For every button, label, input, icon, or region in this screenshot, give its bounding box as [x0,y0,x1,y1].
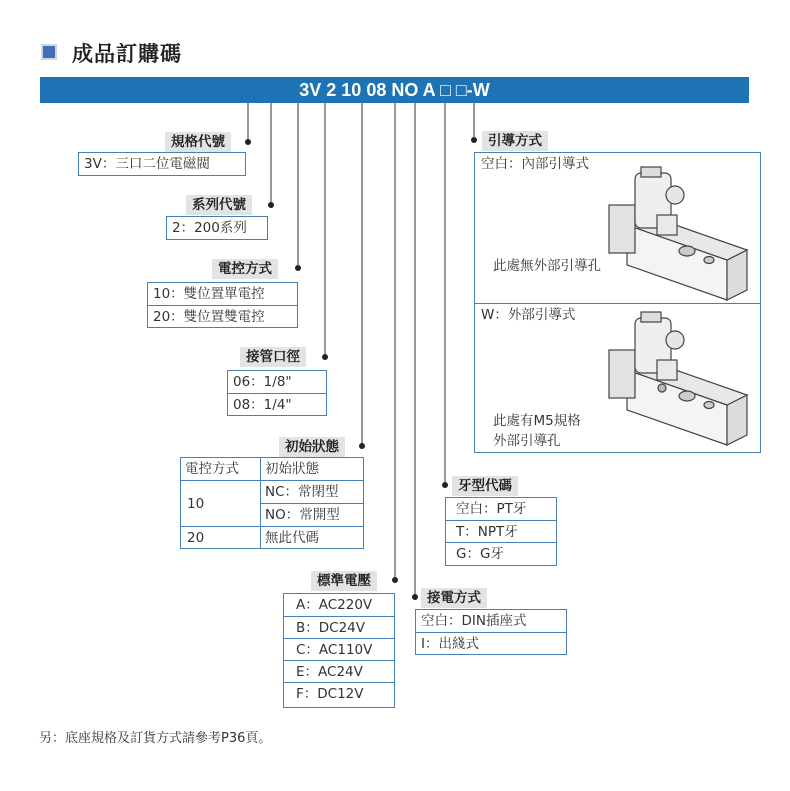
wiring-row: I：出綫式 [416,632,566,654]
voltage-row: B：DC24V [284,616,394,638]
model-code: 3V 2 10 08 NO A □ □-W [299,80,490,100]
spec-code-label: 規格代號 [165,132,231,152]
connector-dot [295,265,301,271]
connector-dot [442,482,448,488]
control-type-label: 電控方式 [212,259,278,279]
connector-dot [359,443,365,449]
port-size-box [227,370,327,416]
voltage-box [283,593,395,708]
pilot-external-note-2: 外部引導孔 [493,433,561,449]
footnote: 另：底座規格及訂貨方式請參考P36頁。 [39,731,272,746]
port-size-row: 06：1/8" [233,374,292,390]
connector-dot [322,354,328,360]
voltage-row: E：AC24V [284,660,394,682]
port-size-row: 08：1/4" [228,393,326,415]
spec-code-box [78,152,246,176]
wiring-row: 空白：DIN插座式 [421,613,527,629]
voltage-row: A：AC220V [296,597,373,613]
thread-row: T：NPT牙 [446,520,556,542]
port-size-label: 接管口徑 [240,347,306,367]
table-cell-20: 20 [187,530,205,546]
table-cell-no: NO：常開型 [265,507,340,523]
wiring-label: 接電方式 [421,588,487,608]
initial-state-table [180,457,364,549]
table-cell-10: 10 [187,496,205,512]
table-header-control: 電控方式 [185,461,239,477]
pilot-internal-title: 空白：內部引導式 [481,156,589,172]
connector-dot [412,594,418,600]
voltage-row: F：DC12V [284,682,394,704]
pilot-internal-panel [474,152,761,304]
table-cell-none: 無此代碼 [265,530,319,546]
pilot-external-note-1: 此處有M5規格 [493,413,581,429]
valve-internal-image [597,165,757,305]
series-code-label: 系列代號 [186,195,252,215]
series-code-row: 2：200系列 [172,220,247,236]
spec-code-row: 3V：三口二位電磁閥 [84,156,210,172]
thread-row: G：G牙 [446,542,556,564]
thread-label: 牙型代碼 [452,476,518,496]
initial-state-label: 初始狀態 [279,437,345,457]
page-title: 成品訂購碼 [72,42,182,66]
connector-dot [245,139,251,145]
voltage-label: 標準電壓 [311,571,377,591]
connector-dot [268,202,274,208]
valve-external-image [597,310,757,450]
table-cell-nc: NC：常閉型 [265,484,339,500]
control-type-row: 20：雙位置雙電控 [148,305,297,327]
pilot-internal-note: 此處無外部引導孔 [493,258,601,274]
pilot-external-title: W：外部引導式 [481,307,576,323]
control-type-box [147,282,298,328]
series-code-box [166,216,268,240]
connector-dot [471,137,477,143]
control-type-row: 10：雙位置單電控 [153,286,265,302]
connector-dot [392,577,398,583]
voltage-row: C：AC110V [284,638,394,660]
thread-box [445,497,557,566]
pilot-external-panel [474,303,761,453]
wiring-box [415,609,567,655]
thread-row: 空白：PT牙 [456,501,527,517]
pilot-label: 引導方式 [482,131,548,151]
table-header-state: 初始狀態 [265,461,319,477]
